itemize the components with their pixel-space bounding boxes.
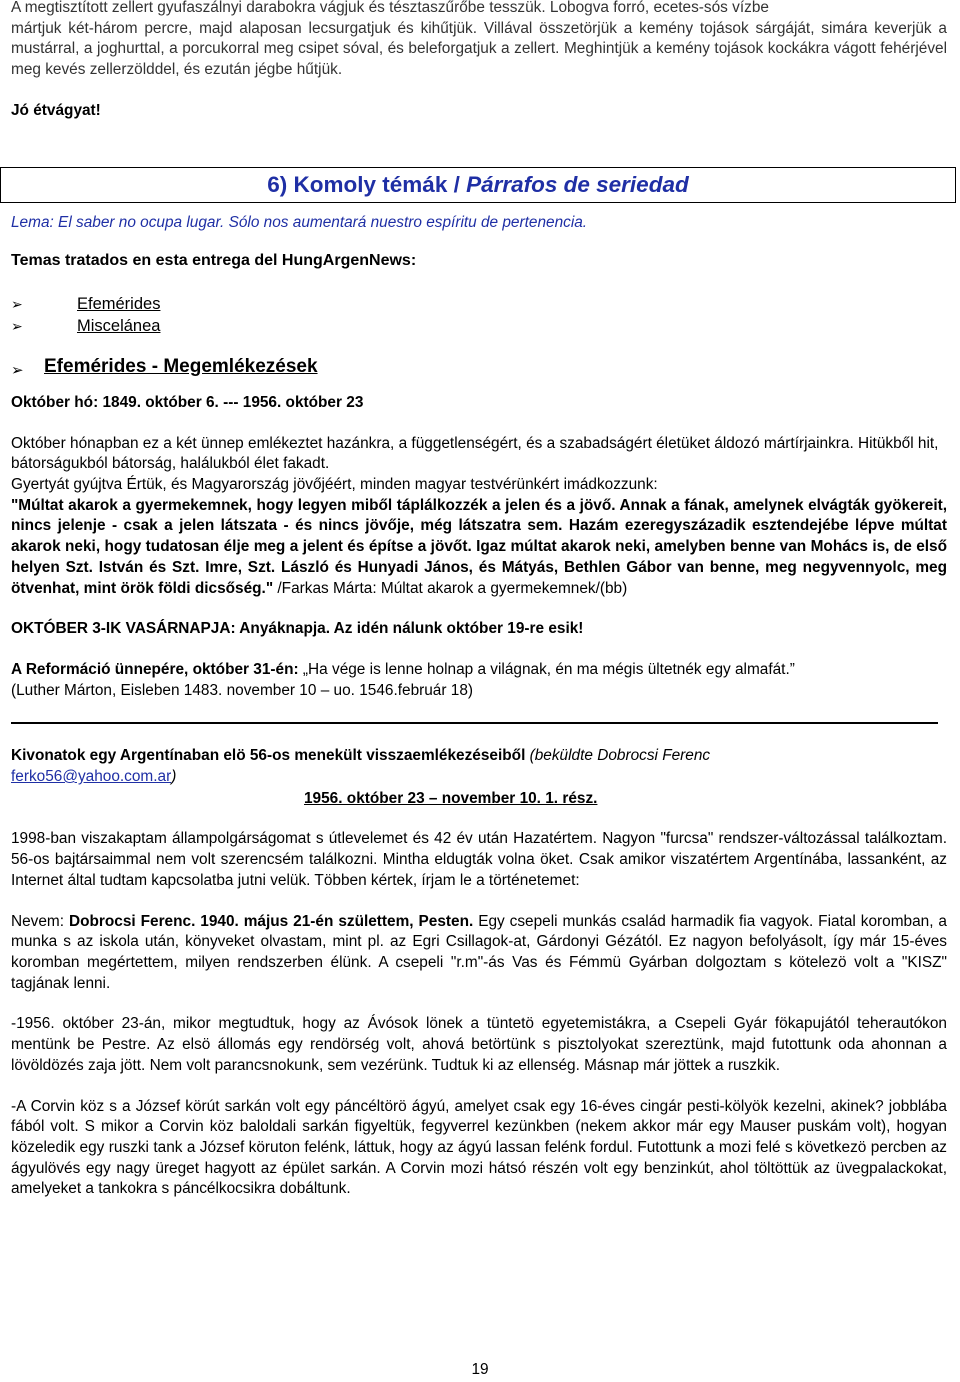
email-link[interactable]: ferko56@yahoo.com.ar: [11, 768, 172, 786]
page-number: 19: [471, 1361, 489, 1378]
para2-plain: Gyertyát gyújtva Értük, és Magyarország jövőjéért, minden magyar testvérünkért imádkozzunk:: [11, 476, 658, 494]
memoir-para1: 1998-ban viszakaptam állampolgárságomat s útlevelemet és 42 év után Hazatértem. Nagyon "furcsa" rendszer-változással találkoztam. 56-os bajtársaimmal nem volt szerencsém találkozni. Mintha eldugták volna öket. Csak amikor viszatértem Argentínába, lassanként, az Internet által tudtam kapcsolatba jutni velük. Többen kértek, írjam le a történetemet:: [11, 830, 947, 889]
efemerides-para2: [11, 475, 947, 599]
arrow-bullet-icon: ➢: [11, 361, 24, 379]
topic-link[interactable]: Efemérides: [77, 294, 161, 313]
section-title-plain: 6) Komoly témák /: [267, 171, 467, 197]
kivonatok-paren-close: ): [171, 768, 177, 786]
section-title-italic: Párrafos de seriedad: [466, 171, 689, 197]
kivonatok-title: Kivonatok egy Argentínaban elö 56-os menekült visszaemlékezéseiből: [11, 747, 526, 765]
topic-item[interactable]: [11, 315, 947, 337]
nevem-label: Nevem:: [11, 912, 69, 930]
farkas-attribution: /Farkas Márta: Múltat akarok a gyermekemnek/(bb): [273, 579, 628, 597]
section-title-box: [0, 167, 956, 203]
topic-item[interactable]: [11, 293, 947, 315]
nevem-bold: Dobrocsi Ferenc. 1940. május 21-én születtem, Pesten.: [68, 912, 474, 930]
anyaknapja: OKTÓBER 3-IK VASÁRNAPJA: Anyáknapja. Az idén nálunk október 19-re esik!: [11, 620, 584, 638]
kivonatok-sender: (beküldte Dobrocsi Ferenc: [525, 747, 711, 765]
efemerides-heading: [11, 355, 947, 379]
recipe-text-line1: A megtisztított zellert gyufaszálnyi darabokra vágjuk és tésztaszűrőbe tesszük. Lobogva forró, ecetes-sós vízbe: [11, 0, 769, 16]
memoir-para3: -1956. október 23-án, mikor megtudtuk, hogy az Ávósok lönek a tüntetö egyetemistákra, a Csepeli Gyár fökapujától teherautókon mentünk be Pestre. Az elsö állomás egy rendörség volt, ahová betörtünk s pisztolyokat szereztünk, majd futottunk oda ahonnan a lövöldözés zaja jött. Nem volt parancsnokunk, sem vezérünk. Tudtuk ki az ellenség. Másnap már jöttek a ruszkik.: [11, 1015, 947, 1074]
arrow-bullet-icon: ➢: [11, 317, 23, 334]
arrow-bullet-icon: ➢: [11, 295, 23, 312]
reformacio: [11, 660, 947, 701]
nevem-rest: Egy csepeli munkás család harmadik fia vagyok. Fiatal koromban, a munka s az iskola után, könyveket olvastam, mint pl. az Egri Csillagok-at, Gárdonyi Gézától. Ez nagyon befolyásolt, így már 15-éves koromban megértettem, milyen rendszerben élünk. A csepeli "r.m"-ás Vas és Fémmü Gyárban dolgoztam s kötelezö volt a "KISZ" tagjának lenni.: [11, 912, 947, 992]
temas-heading: Temas tratados en esta entrega del HungArgenNews:: [11, 252, 417, 270]
efemerides-para1: Október hónapban ez a két ünnep emlékeztet hazánkra, a függetlenségért, és a szabadságért életüket áldozó mártírjainkra. Hitükből hit, bátorságukból bátorság, halálukból élet fakadt.: [11, 434, 939, 473]
recipe-text: mártjuk két-három percre, majd alaposan lecsurgatjuk és kihűtjük. Villával összetörjük a kemény tojások sárgáját, simára keverjük a mustárral, a joghurttal, a porcukorral meg csipet sóval, és beleforgatjuk a zellert. Meghintjük a kemény tojások kockákra vágott fehérjével meg kevés zellerzölddel, és ezután jégbe hűtjük.: [11, 19, 947, 79]
efemerides-heading-text: Efemérides - Megemlékezések: [44, 355, 318, 377]
lema: Lema: El saber no ocupa lugar. Sólo nos aumentará nuestro espíritu de pertenencia.: [11, 213, 588, 231]
topic-link[interactable]: Miscelánea: [77, 316, 161, 335]
bon-appetit: Jó étvágyat!: [11, 101, 101, 119]
memoir-para4: -A Corvin köz s a József körút sarkán volt egy páncéltörö ágyú, amelyet csak egy 16-éves cingár pesti-kölyök kezelni, akinek? jobblába fából volt. S mikor a Corvin köz baloldali sarkán figyeltük, fegyverrel kezünkben (nekem akkor már egy Mauser puskám volt), hogyan közeledik egy ruszki tank a József köruton felénk, láttuk, hogy az ágyú lassan felénk fordul. Futottunk a mozi felé s következö percben az ágyulövés egy nagy üreget hagyott az épület sarkán. A Corvin mozi hátsó részén volt egy benzinkút, ahol töltöttük az üvegpalackokat, amelyeket a tankokra s páncélkocsikra dobáltunk.: [11, 1097, 947, 1198]
kivonatok-heading: [11, 746, 947, 787]
reformacio-label: A Reformáció ünnepére, október 31-én:: [11, 660, 303, 678]
farkas-quote: "Múltat akarok a gyermekemnek, hogy legyen miből táplálkozzék a jelen és a jövő. Annak a fának, amelynek elvágták gyökereit, nincs jelenje - csak a jelen látszata - és nincs jövője, még látszatra sem. Hazám ezeregyszázadik esztendejébe lépve múltat akarok neki, hogy tudatosan élje meg a jelent és építse a jövőt. Igaz múltat akarok neki, amelyben benne van Mohács is, de első helyen Szt. István és Szt. Imre, Szt. László és Hunyadi János, és Mátyás, Bethlen Gábor van benne, meg negyvennyolc, meg ötvenhat, mint örök földi dicsőség.": [11, 496, 947, 597]
document-page: [11, 0, 947, 1200]
horizontal-divider: [11, 722, 938, 724]
reformacio-source: (Luther Márton, Eisleben 1483. november 10 – uo. 1546.február 18): [11, 681, 474, 699]
oktober-line: Október hó: 1849. október 6. --- 1956. október 23: [11, 393, 364, 411]
topics-list: [11, 293, 947, 337]
memoir-para2: [11, 912, 947, 995]
reformacio-quote: „Ha vége is lenne holnap a világnak, én ma mégis ültetnék egy almafát.”: [302, 660, 795, 678]
kivonatok-subheading: 1956. október 23 – november 10. 1. rész.: [304, 789, 598, 807]
